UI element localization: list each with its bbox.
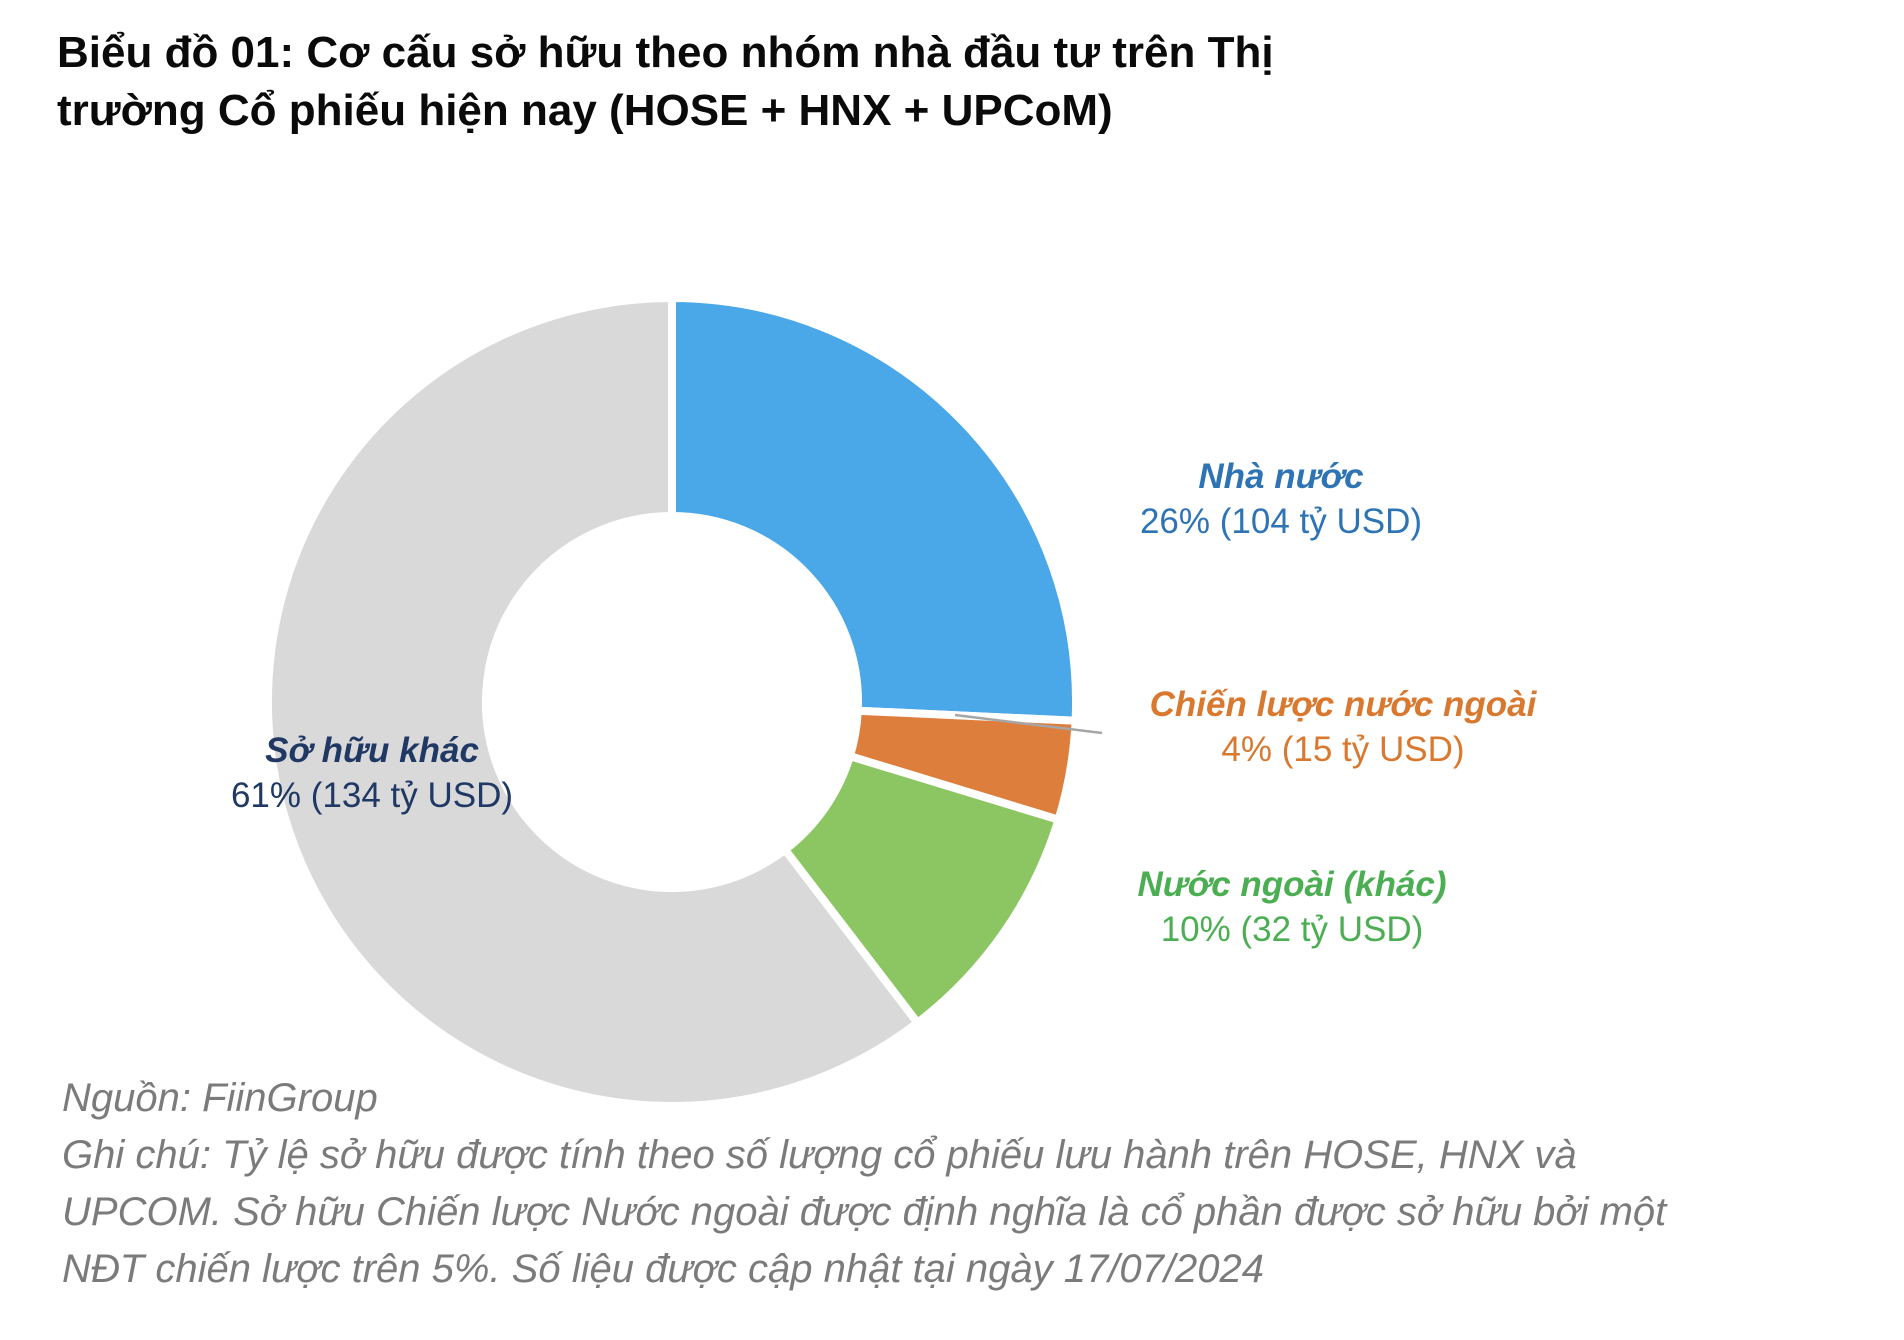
segment-label-so-huu-khac	[231, 728, 513, 818]
chart-title-line2: trường Cổ phiếu hiện nay (HOSE + HNX + UPCoM)	[57, 86, 1113, 135]
segment-value: 61% (134 tỷ USD)	[230, 776, 514, 815]
donut-slice-0	[672, 298, 1076, 721]
segment-name: Sở hữu khác	[265, 731, 479, 770]
segment-value: 10% (32 tỷ USD)	[1160, 910, 1424, 949]
segment-label-nuoc-ngoai-khac	[1137, 862, 1446, 952]
note-line3: NĐT chiến lược trên 5%. Số liệu được cập nhật tại ngày 17/07/2024	[62, 1247, 1264, 1291]
segment-value: 4% (15 tỷ USD)	[1221, 730, 1465, 769]
note-line1: Ghi chú: Tỷ lệ sở hữu được tính theo số lượng cổ phiếu lưu hành trên HOSE, HNX và	[62, 1133, 1577, 1177]
note-line2: UPCOM. Sở hữu Chiến lược Nước ngoài được định nghĩa là cổ phần được sở hữu bởi một	[62, 1190, 1667, 1234]
segment-value: 26% (104 tỷ USD)	[1139, 502, 1423, 541]
donut-slices	[268, 298, 1076, 1106]
segment-label-nha-nuoc	[1140, 454, 1422, 544]
chart-footnote	[62, 1070, 1862, 1298]
source-line: Nguồn: FiinGroup	[62, 1076, 378, 1120]
segment-name: Nước ngoài (khác)	[1137, 865, 1447, 904]
segment-label-chien-luoc-nuoc-ngoai	[1150, 682, 1537, 772]
segment-name: Nhà nước	[1198, 457, 1364, 496]
segment-name: Chiến lược nước ngoài	[1149, 685, 1537, 724]
chart-title-line1: Biểu đồ 01: Cơ cấu sở hữu theo nhóm nhà đầu tư trên Thị	[57, 28, 1274, 77]
